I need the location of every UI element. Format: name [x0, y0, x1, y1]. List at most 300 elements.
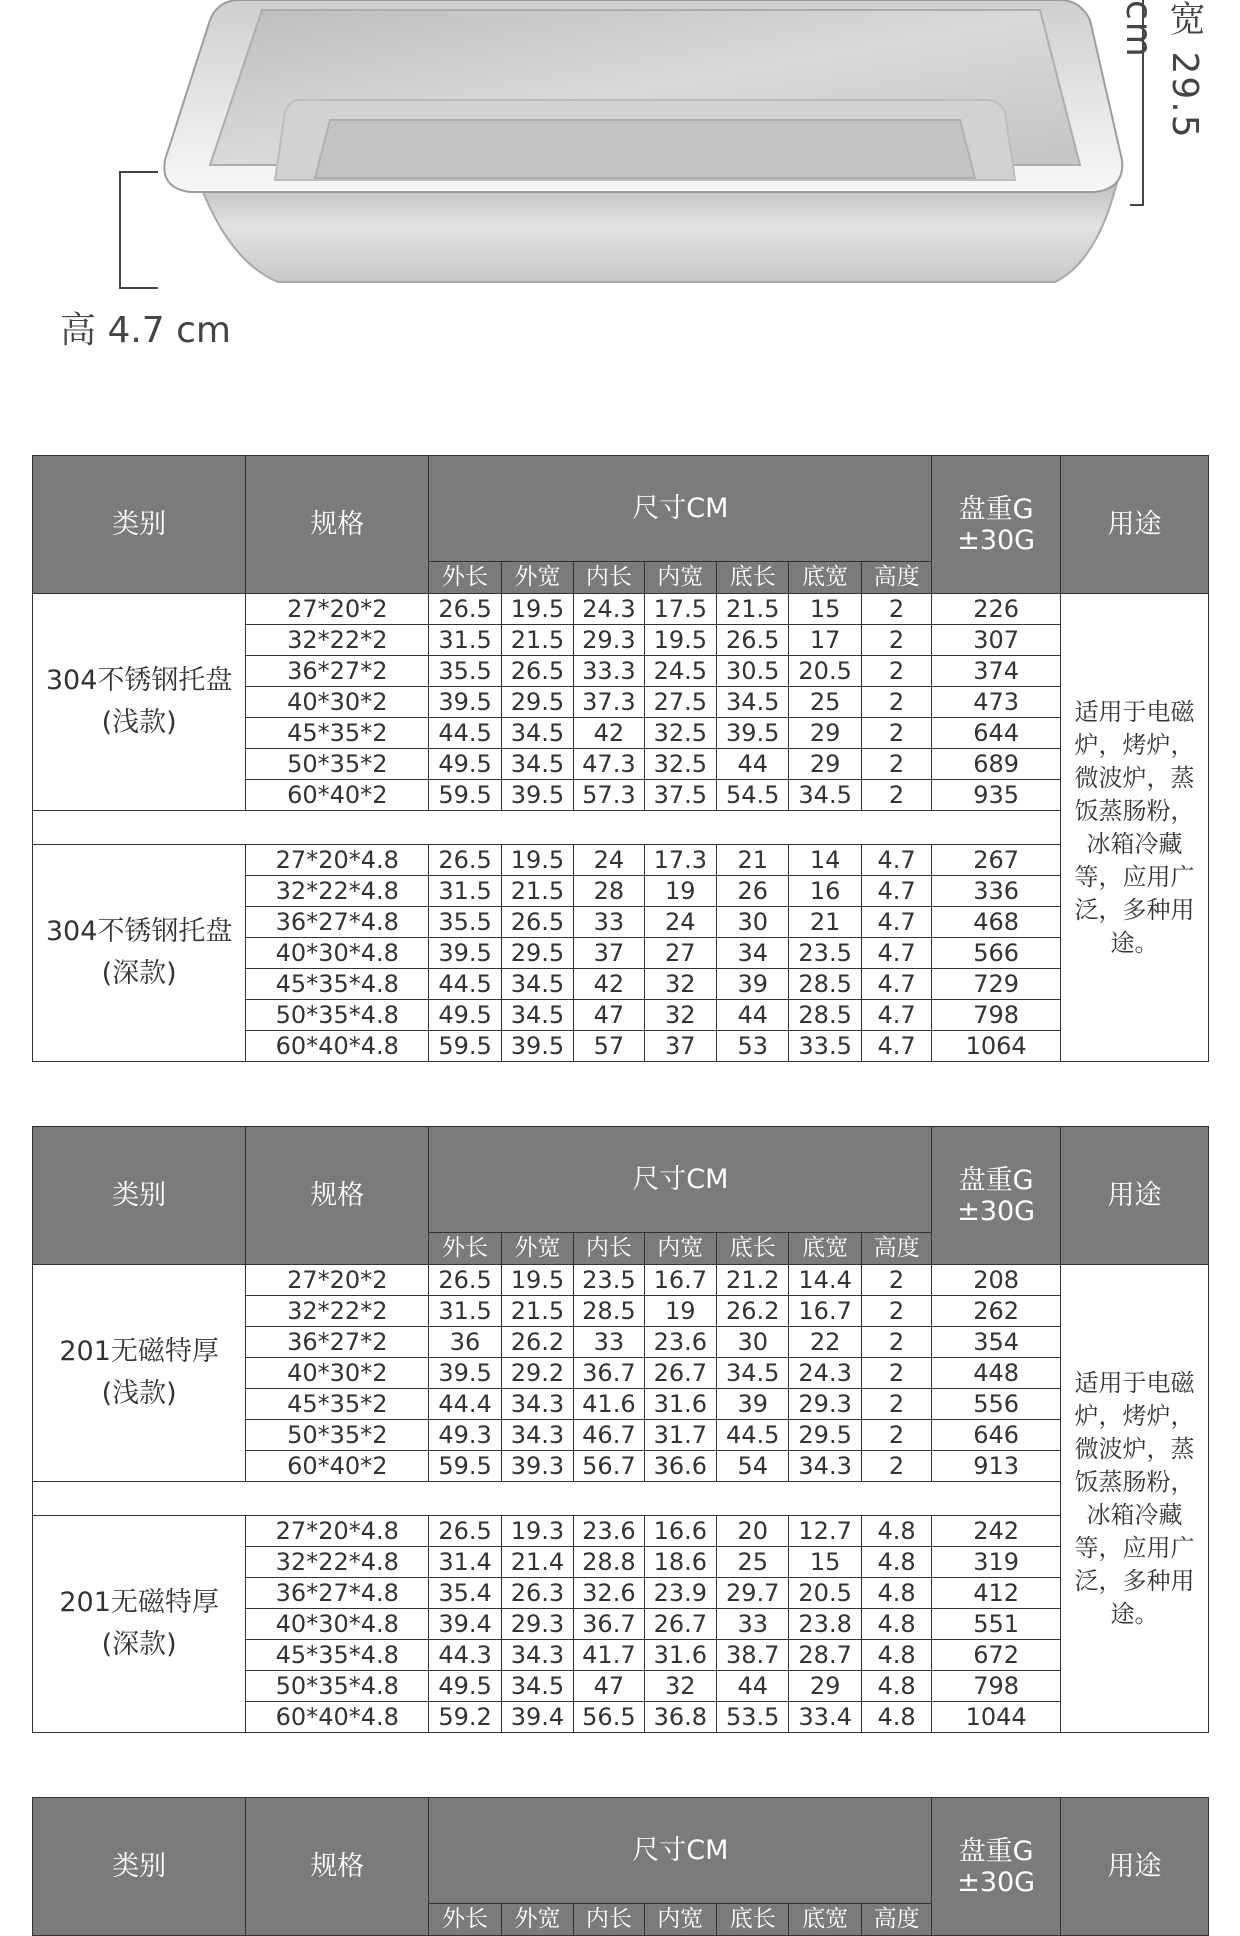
sub-header-cell: 底长 — [717, 1904, 789, 1936]
dimension-cell: 53.5 — [717, 1702, 789, 1733]
dimension-cell: 32.6 — [574, 1578, 644, 1609]
dimension-cell: 26.5 — [429, 845, 501, 876]
dimension-cell: 19.5 — [644, 625, 716, 656]
dimension-cell: 21.2 — [717, 1265, 789, 1296]
spec-cell: 60*40*4.8 — [246, 1031, 429, 1062]
dimension-cell: 19.5 — [501, 845, 573, 876]
dimension-cell: 44.3 — [429, 1640, 501, 1671]
category-name: 304不锈钢托盘 — [45, 665, 233, 697]
sub-header-cell: 内长 — [574, 562, 644, 594]
dimension-cell: 17.5 — [644, 594, 716, 625]
dimension-cell: 2 — [861, 718, 931, 749]
header-weight-line2: ±30G — [957, 1195, 1036, 1227]
header-weight-line1: 盘重G — [958, 1164, 1034, 1196]
table-row — [33, 1516, 1209, 1547]
dimension-cell: 46.7 — [574, 1420, 644, 1451]
dimension-cell: 24.5 — [644, 656, 716, 687]
dimension-cell: 56.5 — [574, 1702, 644, 1733]
dimension-cell: 53 — [717, 1031, 789, 1062]
dimension-cell: 32 — [644, 1000, 716, 1031]
dimension-cell: 49.5 — [429, 1000, 501, 1031]
sub-header-cell: 底宽 — [789, 1233, 861, 1265]
dimension-cell: 14.4 — [789, 1265, 861, 1296]
header-size: 尺寸CM — [429, 1127, 932, 1233]
dimension-cell: 54 — [717, 1451, 789, 1482]
spec-cell: 40*30*2 — [246, 1358, 429, 1389]
dimension-cell: 28 — [574, 876, 644, 907]
spec-cell: 60*40*2 — [246, 1451, 429, 1482]
dimension-cell: 34.3 — [789, 1451, 861, 1482]
dimension-cell: 34.5 — [501, 969, 573, 1000]
dimension-cell: 21 — [789, 907, 861, 938]
sub-header-cell: 底宽 — [789, 562, 861, 594]
dimension-cell: 27 — [644, 938, 716, 969]
product-illustration — [0, 0, 1240, 360]
sub-header-cell: 外宽 — [501, 1904, 573, 1936]
spec-cell: 50*35*2 — [246, 749, 429, 780]
dimension-cell: 34.5 — [717, 1358, 789, 1389]
weight-cell: 354 — [932, 1327, 1061, 1358]
category-style: (浅款) — [101, 707, 177, 738]
dimension-cell: 20.5 — [789, 1578, 861, 1609]
weight-cell: 913 — [932, 1451, 1061, 1482]
header-size: 尺寸CM — [429, 1798, 932, 1904]
weight-cell: 672 — [932, 1640, 1061, 1671]
weight-cell: 319 — [932, 1547, 1061, 1578]
weight-cell: 242 — [932, 1516, 1061, 1547]
spec-cell: 60*40*4.8 — [246, 1702, 429, 1733]
sub-header-cell: 内宽 — [644, 1233, 716, 1265]
header-usage: 用途 — [1061, 1127, 1209, 1265]
dimension-cell: 31.5 — [429, 625, 501, 656]
dimension-cell: 39.4 — [429, 1609, 501, 1640]
weight-cell: 551 — [932, 1609, 1061, 1640]
dimension-cell: 27.5 — [644, 687, 716, 718]
dimension-cell: 28.7 — [789, 1640, 861, 1671]
dimension-cell: 2 — [861, 1451, 931, 1482]
dimension-cell: 39.5 — [429, 687, 501, 718]
dimension-cell: 29.5 — [501, 938, 573, 969]
dimension-cell: 31.7 — [644, 1420, 716, 1451]
dimension-cell: 36.7 — [574, 1609, 644, 1640]
dimension-cell: 19 — [644, 1296, 716, 1327]
dimension-cell: 29.3 — [501, 1609, 573, 1640]
weight-cell: 448 — [932, 1358, 1061, 1389]
usage-cell: 适用于电磁炉，烤炉，微波炉，蒸饭蒸肠粉，冰箱冷藏等，应用广泛，多种用途。 — [1061, 594, 1209, 1062]
dimension-cell: 35.5 — [429, 907, 501, 938]
category-cell — [33, 845, 246, 1062]
dimension-cell: 17 — [789, 625, 861, 656]
dimension-cell: 34.5 — [501, 749, 573, 780]
dimension-cell: 14 — [789, 845, 861, 876]
dimension-cell: 59.5 — [429, 1451, 501, 1482]
dimension-cell: 32.5 — [644, 749, 716, 780]
header-weight — [932, 456, 1061, 594]
header-weight-line1: 盘重G — [958, 493, 1034, 525]
dimension-cell: 2 — [861, 687, 931, 718]
weight-cell: 689 — [932, 749, 1061, 780]
dimension-cell: 33.4 — [789, 1702, 861, 1733]
header-weight — [932, 1127, 1061, 1265]
spec-cell: 45*35*2 — [246, 1389, 429, 1420]
dimension-cell: 23.6 — [644, 1327, 716, 1358]
spec-cell: 32*22*4.8 — [246, 876, 429, 907]
dimension-cell: 29.3 — [574, 625, 644, 656]
dimension-cell: 4.7 — [861, 907, 931, 938]
dimension-cell: 4.8 — [861, 1547, 931, 1578]
spec-cell: 45*35*4.8 — [246, 1640, 429, 1671]
usage-cell: 适用于电磁炉，烤炉，微波炉，蒸饭蒸肠粉，冰箱冷藏等，应用广泛，多种用途。 — [1061, 1265, 1209, 1733]
separator-cell — [33, 1482, 1061, 1516]
dimension-cell: 39 — [717, 1389, 789, 1420]
dimension-cell: 2 — [861, 1265, 931, 1296]
spec-cell: 40*30*4.8 — [246, 1609, 429, 1640]
dimension-cell: 31.6 — [644, 1640, 716, 1671]
header-weight-line1: 盘重G — [958, 1835, 1034, 1867]
dimension-cell: 44.5 — [717, 1420, 789, 1451]
spec-cell: 50*35*4.8 — [246, 1671, 429, 1702]
dimension-cell: 25 — [789, 687, 861, 718]
dimension-cell: 33 — [574, 1327, 644, 1358]
dimension-cell: 4.7 — [861, 845, 931, 876]
dimension-cell: 31.5 — [429, 1296, 501, 1327]
header-weight-line2: ±30G — [957, 524, 1036, 556]
spec-cell: 36*27*4.8 — [246, 1578, 429, 1609]
group-separator-row — [33, 1482, 1209, 1516]
dimension-cell: 49.5 — [429, 749, 501, 780]
dimension-cell: 34.5 — [501, 1671, 573, 1702]
dimension-cell: 21.5 — [501, 1296, 573, 1327]
category-name: 304不锈钢托盘 — [45, 916, 233, 948]
dimension-cell: 39.5 — [501, 1031, 573, 1062]
weight-cell: 267 — [932, 845, 1061, 876]
dimension-cell: 49.5 — [429, 1671, 501, 1702]
dimension-cell: 44.5 — [429, 718, 501, 749]
dimension-cell: 44.5 — [429, 969, 501, 1000]
category-cell — [33, 1516, 246, 1733]
group-separator-row — [33, 811, 1209, 845]
header-spec: 规格 — [246, 1127, 429, 1265]
weight-cell: 556 — [932, 1389, 1061, 1420]
spec-cell: 50*35*4.8 — [246, 1000, 429, 1031]
category-name: 201无磁特厚 — [59, 1587, 219, 1619]
dimension-cell: 28.5 — [789, 1000, 861, 1031]
spec-cell: 40*30*2 — [246, 687, 429, 718]
dimension-cell: 31.5 — [429, 876, 501, 907]
dimension-cell: 29.7 — [717, 1578, 789, 1609]
dimension-cell: 21 — [717, 845, 789, 876]
dimension-cell: 44 — [717, 1671, 789, 1702]
dimension-cell: 26.5 — [501, 656, 573, 687]
dimension-cell: 25 — [717, 1547, 789, 1578]
dimension-cell: 39.5 — [501, 780, 573, 811]
spec-cell: 36*27*4.8 — [246, 907, 429, 938]
dimension-cell: 39.5 — [429, 938, 501, 969]
dimension-cell: 38.7 — [717, 1640, 789, 1671]
dimension-cell: 36.7 — [574, 1358, 644, 1389]
sub-header-cell: 外宽 — [501, 1233, 573, 1265]
dimension-cell: 33 — [717, 1609, 789, 1640]
dimension-cell: 29.5 — [789, 1420, 861, 1451]
header-spec: 规格 — [246, 456, 429, 594]
dimension-cell: 23.5 — [574, 1265, 644, 1296]
table-row — [33, 594, 1209, 625]
dimension-cell: 39.4 — [501, 1702, 573, 1733]
dimension-cell: 16.7 — [789, 1296, 861, 1327]
dimension-cell: 4.8 — [861, 1609, 931, 1640]
dimension-cell: 37 — [644, 1031, 716, 1062]
dimension-cell: 19 — [644, 876, 716, 907]
sub-header-cell: 内长 — [574, 1904, 644, 1936]
dimension-cell: 29.2 — [501, 1358, 573, 1389]
dimension-cell: 34.5 — [717, 687, 789, 718]
dimension-cell: 36.6 — [644, 1451, 716, 1482]
dimension-cell: 41.6 — [574, 1389, 644, 1420]
dimension-cell: 16.6 — [644, 1516, 716, 1547]
dimension-cell: 2 — [861, 1420, 931, 1451]
category-cell — [33, 1265, 246, 1482]
sub-header-cell: 底长 — [717, 562, 789, 594]
sub-header-cell: 底长 — [717, 1233, 789, 1265]
dimension-cell: 12.7 — [789, 1516, 861, 1547]
spec-cell: 27*20*4.8 — [246, 1516, 429, 1547]
dimension-cell: 26.5 — [717, 625, 789, 656]
dimension-cell: 34.3 — [501, 1389, 573, 1420]
dimension-cell: 34.5 — [789, 780, 861, 811]
dimension-cell: 33 — [574, 907, 644, 938]
spec-cell: 45*35*2 — [246, 718, 429, 749]
dimension-cell: 22 — [789, 1327, 861, 1358]
dimension-cell: 39 — [717, 969, 789, 1000]
dimension-cell: 26.5 — [429, 1265, 501, 1296]
dimension-cell: 29 — [789, 749, 861, 780]
dimension-cell: 39.5 — [429, 1358, 501, 1389]
dimension-cell: 44 — [717, 749, 789, 780]
dimension-cell: 39.3 — [501, 1451, 573, 1482]
dimension-cell: 44 — [717, 1000, 789, 1031]
dimension-cell: 42 — [574, 969, 644, 1000]
spec-cell: 50*35*2 — [246, 1420, 429, 1451]
dimension-cell: 26.7 — [644, 1609, 716, 1640]
dimension-cell: 31.4 — [429, 1547, 501, 1578]
weight-cell: 374 — [932, 656, 1061, 687]
dimension-cell: 26.3 — [501, 1578, 573, 1609]
header-row — [33, 1127, 1209, 1233]
dimension-cell: 57 — [574, 1031, 644, 1062]
dimension-cell: 26.7 — [644, 1358, 716, 1389]
dimension-cell: 33.3 — [574, 656, 644, 687]
spec-cell: 32*22*2 — [246, 1296, 429, 1327]
dimension-cell: 28.5 — [574, 1296, 644, 1327]
weight-cell: 468 — [932, 907, 1061, 938]
sub-header-cell: 内宽 — [644, 1904, 716, 1936]
dimension-cell: 30 — [717, 907, 789, 938]
dimension-cell: 59.5 — [429, 1031, 501, 1062]
dimension-cell: 28.8 — [574, 1547, 644, 1578]
dimension-cell: 19.5 — [501, 594, 573, 625]
dimension-cell: 44.4 — [429, 1389, 501, 1420]
weight-cell: 307 — [932, 625, 1061, 656]
dimension-cell: 54.5 — [717, 780, 789, 811]
dimension-cell: 37 — [574, 938, 644, 969]
spec-cell: 27*20*4.8 — [246, 845, 429, 876]
spec-cell: 36*27*2 — [246, 656, 429, 687]
sub-header-cell: 外长 — [429, 1904, 501, 1936]
dimension-cell: 34 — [717, 938, 789, 969]
dimension-cell: 2 — [861, 656, 931, 687]
separator-cell — [33, 811, 1061, 845]
sub-header-cell: 外长 — [429, 1233, 501, 1265]
dimension-cell: 29.3 — [789, 1389, 861, 1420]
dimension-cell: 2 — [861, 625, 931, 656]
dimension-cell: 2 — [861, 1389, 931, 1420]
dimension-cell: 39.5 — [717, 718, 789, 749]
width-dimension-label: 宽 29.5 cm — [1118, 0, 1205, 140]
dimension-cell: 35.4 — [429, 1578, 501, 1609]
weight-cell: 566 — [932, 938, 1061, 969]
spec-table-304 — [32, 455, 1209, 1062]
dimension-cell: 23.9 — [644, 1578, 716, 1609]
dimension-cell: 19.5 — [501, 1265, 573, 1296]
weight-cell: 336 — [932, 876, 1061, 907]
dimension-cell: 17.3 — [644, 845, 716, 876]
dimension-cell: 4.7 — [861, 969, 931, 1000]
category-style: (深款) — [101, 958, 177, 989]
dimension-cell: 34.3 — [501, 1420, 573, 1451]
header-row — [33, 1798, 1209, 1904]
spec-cell: 32*22*4.8 — [246, 1547, 429, 1578]
dimension-cell: 4.8 — [861, 1516, 931, 1547]
header-usage: 用途 — [1061, 1798, 1209, 1936]
dimension-cell: 26.5 — [429, 594, 501, 625]
header-weight-line2: ±30G — [957, 1866, 1036, 1898]
spec-cell: 45*35*4.8 — [246, 969, 429, 1000]
dimension-cell: 2 — [861, 1327, 931, 1358]
category-style: (深款) — [101, 1629, 177, 1660]
dimension-cell: 15 — [789, 594, 861, 625]
weight-cell: 646 — [932, 1420, 1061, 1451]
dimension-cell: 23.8 — [789, 1609, 861, 1640]
header-row — [33, 456, 1209, 562]
category-name: 201无磁特厚 — [59, 1336, 219, 1368]
dimension-cell: 21.4 — [501, 1547, 573, 1578]
dimension-cell: 16.7 — [644, 1265, 716, 1296]
dimension-cell: 20 — [717, 1516, 789, 1547]
header-spec: 规格 — [246, 1798, 429, 1936]
sub-header-cell: 内宽 — [644, 562, 716, 594]
dimension-cell: 31.6 — [644, 1389, 716, 1420]
weight-cell: 412 — [932, 1578, 1061, 1609]
spec-cell: 36*27*2 — [246, 1327, 429, 1358]
dimension-cell: 24.3 — [574, 594, 644, 625]
dimension-cell: 35.5 — [429, 656, 501, 687]
sub-header-cell: 高度 — [861, 1233, 931, 1265]
sub-header-cell: 外宽 — [501, 562, 573, 594]
dimension-cell: 23.5 — [789, 938, 861, 969]
spec-table-third — [32, 1797, 1209, 1936]
dimension-cell: 29 — [789, 718, 861, 749]
weight-cell: 1064 — [932, 1031, 1061, 1062]
sub-header-cell: 外长 — [429, 562, 501, 594]
dimension-cell: 4.8 — [861, 1578, 931, 1609]
dimension-cell: 47.3 — [574, 749, 644, 780]
dimension-cell: 32 — [644, 969, 716, 1000]
header-size: 尺寸CM — [429, 456, 932, 562]
category-style: (浅款) — [101, 1378, 177, 1409]
spec-cell: 40*30*4.8 — [246, 938, 429, 969]
dimension-cell: 4.8 — [861, 1640, 931, 1671]
dimension-cell: 29.5 — [501, 687, 573, 718]
spec-cell: 27*20*2 — [246, 1265, 429, 1296]
dimension-cell: 32.5 — [644, 718, 716, 749]
header-category: 类别 — [33, 1127, 246, 1265]
weight-cell: 473 — [932, 687, 1061, 718]
weight-cell: 729 — [932, 969, 1061, 1000]
dimension-cell: 4.7 — [861, 1031, 931, 1062]
dimension-cell: 24.3 — [789, 1358, 861, 1389]
dimension-cell: 20.5 — [789, 656, 861, 687]
dimension-cell: 36.8 — [644, 1702, 716, 1733]
category-cell — [33, 594, 246, 811]
dimension-cell: 2 — [861, 594, 931, 625]
dimension-cell: 4.8 — [861, 1702, 931, 1733]
header-usage: 用途 — [1061, 456, 1209, 594]
dimension-cell: 26.2 — [501, 1327, 573, 1358]
dimension-cell: 30 — [717, 1327, 789, 1358]
dimension-cell: 26.5 — [501, 907, 573, 938]
weight-cell: 798 — [932, 1671, 1061, 1702]
dimension-cell: 4.7 — [861, 1000, 931, 1031]
height-dimension-label: 高 4.7 cm — [60, 310, 232, 351]
table-row — [33, 845, 1209, 876]
dimension-cell: 26 — [717, 876, 789, 907]
dimension-cell: 56.7 — [574, 1451, 644, 1482]
dimension-cell: 2 — [861, 780, 931, 811]
table-row — [33, 1265, 1209, 1296]
dimension-cell: 59.5 — [429, 780, 501, 811]
dimension-cell: 41.7 — [574, 1640, 644, 1671]
spec-cell: 32*22*2 — [246, 625, 429, 656]
dimension-cell: 59.2 — [429, 1702, 501, 1733]
dimension-cell: 26.5 — [429, 1516, 501, 1547]
dimension-cell: 24 — [574, 845, 644, 876]
dimension-cell: 21.5 — [501, 876, 573, 907]
header-category: 类别 — [33, 456, 246, 594]
spec-table-201 — [32, 1126, 1209, 1733]
sub-header-cell: 高度 — [861, 1904, 931, 1936]
dimension-cell: 4.8 — [861, 1671, 931, 1702]
dimension-cell: 30.5 — [717, 656, 789, 687]
dimension-cell: 15 — [789, 1547, 861, 1578]
dimension-cell: 47 — [574, 1000, 644, 1031]
dimension-cell: 18.6 — [644, 1547, 716, 1578]
weight-cell: 644 — [932, 718, 1061, 749]
header-weight — [932, 1798, 1061, 1936]
dimension-cell: 2 — [861, 1358, 931, 1389]
dimension-cell: 28.5 — [789, 969, 861, 1000]
dimension-cell: 19.3 — [501, 1516, 573, 1547]
dimension-cell: 4.7 — [861, 876, 931, 907]
dimension-cell: 49.3 — [429, 1420, 501, 1451]
sub-header-cell: 底宽 — [789, 1904, 861, 1936]
spec-cell: 60*40*2 — [246, 780, 429, 811]
dimension-cell: 34.5 — [501, 718, 573, 749]
dimension-cell: 34.3 — [501, 1640, 573, 1671]
dimension-cell: 57.3 — [574, 780, 644, 811]
dimension-cell: 21.5 — [501, 625, 573, 656]
dimension-cell: 26.2 — [717, 1296, 789, 1327]
dimension-cell: 36 — [429, 1327, 501, 1358]
